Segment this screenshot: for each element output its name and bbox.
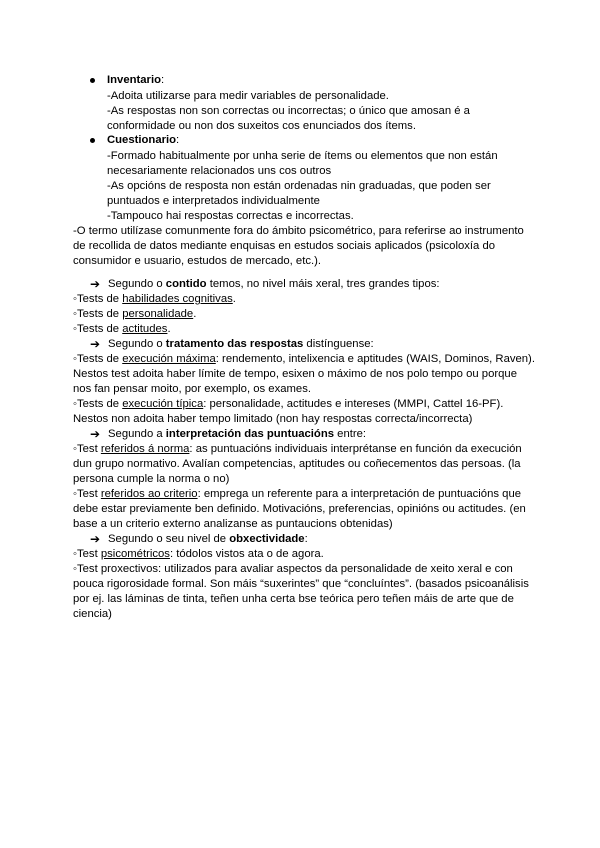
- contido-bold: contido: [165, 278, 207, 290]
- contido-item-personalidade: [73, 307, 196, 322]
- tipica-term: execución típica: [122, 398, 204, 410]
- interpretacion-norma: [73, 442, 522, 457]
- proxectivos-first-line: ◦Test proxectivos: utilizados para avaliar aspectos da personalidade de xeito xeral e con: [73, 563, 513, 575]
- inventario-title: Inventario: [107, 74, 161, 86]
- contido-item-habilidades: [73, 292, 236, 307]
- item-post: .: [193, 308, 197, 320]
- tipica-line: Nestos non adoita haber tempo limitado (non hay respostas correcta/incorrecta): [73, 413, 473, 425]
- arrow-icon: ➔: [90, 427, 101, 441]
- tipica-pre: ◦Tests de: [73, 398, 123, 410]
- tratamento-bold: tratamento das respostas: [165, 338, 304, 350]
- tratamento-pre: Segundo o: [108, 338, 166, 350]
- maxima-term: execución máxima: [122, 353, 216, 365]
- tipica-post: : personalidade, actitudes e intereses (MMPI, Cattel 16-PF).: [203, 398, 504, 410]
- cuestionario-line: puntuados e interpretados individualmente: [107, 195, 320, 207]
- proxectivos-line: pouca rigorosidade formal. Son máis “suxerintes” que “concluíntes”. (basados psicoanálisis: [73, 578, 529, 590]
- psico-term: psicométricos: [100, 548, 170, 560]
- norma-line: persona cumple la norma o no): [73, 473, 230, 485]
- interpretacion-bold: interpretación das puntuacións: [165, 428, 335, 440]
- cuestionario-line: -As opcións de resposta non están ordenadas nin graduadas, que poden ser: [107, 180, 491, 192]
- criterio-line: base a un criterio externo analizanse as puntaucions obtenidas): [73, 518, 393, 530]
- item-post: .: [232, 293, 236, 305]
- maxima-line: Nestos test adoita haber límite de tempo, esixen o máximo de nos polo tempo ou porque: [73, 368, 517, 380]
- criterio-line: debe estar previamente ben definido. Motivacións, preferencias, opinións ou actitudes. (en: [73, 503, 526, 515]
- norma-term: referidos á norma: [100, 443, 190, 455]
- item-pre: ◦Tests de: [73, 293, 123, 305]
- maxima-pre: ◦Tests de: [73, 353, 123, 365]
- item-term: actitudes: [122, 323, 168, 335]
- inventario-line: -Adoita utilizarse para medir variables de personalidade.: [107, 90, 389, 102]
- tratamento-heading: [108, 337, 374, 352]
- psico-post: : tódolos vistos ata o de agora.: [169, 548, 324, 560]
- inventario-heading: [107, 73, 164, 88]
- interpretacion-criterio: [73, 487, 521, 502]
- obxectividade-heading: [108, 532, 308, 547]
- cuestionario-colon: :: [176, 134, 180, 146]
- obxectividade-pre: Segundo o seu nivel de: [108, 533, 230, 545]
- intro-line: consumidor e usuario, estudos de mercado, etc.).: [73, 255, 322, 267]
- obxectividade-psicometricos: [73, 547, 324, 562]
- intro-line: de recollida de datos mediante enquisas en estudos sociais aplicados (psicoloxía do: [73, 240, 496, 252]
- cuestionario-title: Cuestionario: [107, 134, 177, 146]
- arrow-icon: ➔: [90, 532, 101, 546]
- cuestionario-line: necesariamente relacionados uns cos outros: [107, 165, 332, 177]
- obxectividade-post: :: [304, 533, 308, 545]
- item-pre: ◦Tests de: [73, 323, 123, 335]
- proxectivos-line: por ej. las láminas de tinta, teñen unha certa bse teórica pero teñen máis de arte que de: [73, 593, 514, 605]
- contido-item-actitudes: [73, 322, 171, 337]
- proxectivos-line: ciencia): [73, 608, 112, 620]
- cuestionario-line: -Formado habitualmente por unha serie de ítems ou elementos que non están: [107, 150, 498, 162]
- item-term: habilidades cognitivas: [122, 293, 233, 305]
- criterio-term: referidos ao criterio: [100, 488, 198, 500]
- tratamento-post: distínguense:: [303, 338, 374, 350]
- norma-line: dun grupo normativo. Avalían competencias, aptitudes ou coñecementos das persoas. (la: [73, 458, 521, 470]
- inventario-line: conformidade ou non dos suxeitos cos enunciados dos ítems.: [107, 120, 416, 132]
- inventario-line: -As respostas non son correctas ou incorrectas; o único que amosan é a: [107, 105, 470, 117]
- arrow-icon: ➔: [90, 337, 101, 351]
- interpretacion-heading: [108, 427, 366, 442]
- item-post: .: [167, 323, 171, 335]
- maxima-line: nos fan pensar moito, por exemplo, os exames.: [73, 383, 311, 395]
- intro-line: -O termo utilízase comunmente fora do ámbito psicométrico, para referirse ao instrumento: [73, 225, 524, 237]
- psico-pre: ◦Test: [73, 548, 101, 560]
- tratamento-maxima: [73, 352, 535, 367]
- bullet-cuestionario: [90, 138, 95, 143]
- cuestionario-heading: [107, 133, 179, 148]
- maxima-post: : rendemento, intelixencia e aptitudes (WAIS, Dominos, Raven).: [215, 353, 535, 365]
- item-pre: ◦Tests de: [73, 308, 123, 320]
- contido-pre: Segundo o: [108, 278, 166, 290]
- norma-pre: ◦Test: [73, 443, 101, 455]
- norma-post: : as puntuacións individuais interprétanse en función da execución: [189, 443, 522, 455]
- criterio-pre: ◦Test: [73, 488, 101, 500]
- obxectividade-bold: obxectividade: [229, 533, 305, 545]
- item-term: personalidade: [122, 308, 194, 320]
- interpretacion-pre: Segundo a: [108, 428, 166, 440]
- contido-heading: [108, 277, 440, 292]
- interpretacion-post: entre:: [334, 428, 367, 440]
- arrow-icon: ➔: [90, 277, 101, 291]
- tratamento-tipica: [73, 397, 503, 412]
- contido-post: temos, no nivel máis xeral, tres grandes tipos:: [206, 278, 440, 290]
- cuestionario-line: -Tampouco hai respostas correctas e incorrectas.: [107, 210, 354, 222]
- bullet-inventario: [90, 78, 95, 83]
- criterio-post: : emprega un referente para a interpretación de puntuacións que: [197, 488, 522, 500]
- inventario-colon: :: [161, 74, 165, 86]
